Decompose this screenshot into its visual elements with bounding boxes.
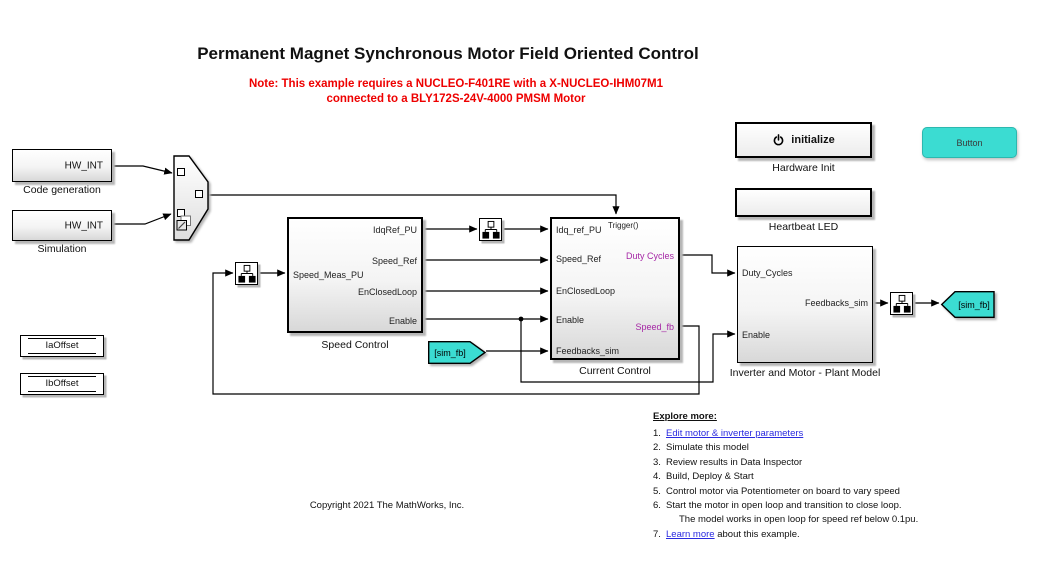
explore-item-text: The model works in open loop for speed ref below 0.1pu. <box>679 514 919 526</box>
block-heartbeat-led[interactable] <box>735 188 872 217</box>
explore-item-2 <box>653 441 998 455</box>
ui-button[interactable]: Button <box>922 127 1017 158</box>
wire-junction-dot <box>519 317 524 322</box>
explore-item-text: about this example. <box>714 528 800 540</box>
from-tag-sim-fb[interactable] <box>428 341 488 365</box>
simulation-caption: Simulation <box>37 243 87 255</box>
port-label-enclosedloop-in: EnClosedLoop <box>556 286 616 296</box>
explore-item-6 <box>653 499 998 513</box>
port-label-duty-cycles-in: Duty_Cycles <box>742 268 793 278</box>
trigger-port-label: Trigger() <box>608 221 639 230</box>
rate-transition-1[interactable] <box>235 262 258 285</box>
heartbeat-led-caption: Heartbeat LED <box>768 221 839 233</box>
plant-model-caption: Inverter and Motor - Plant Model <box>729 367 881 379</box>
goto-tag-label: [sim_fb] <box>958 300 990 310</box>
port-label-enable-in: Enable <box>556 315 585 325</box>
note-line-2: connected to a BLY172S-24V-4000 PMSM Motor <box>326 93 586 105</box>
port-label-enable-out: Enable <box>388 316 417 326</box>
explore-item-5 <box>653 485 998 499</box>
block-code-generation[interactable] <box>12 149 112 182</box>
ia-offset-label: IaOffset <box>45 340 79 351</box>
rate-transition-icon <box>237 264 257 284</box>
port-label-idq-ref-pu: Idq_ref_PU <box>556 225 602 235</box>
explore-item-number: 5. <box>653 485 661 497</box>
port-label-speed-ref-in: Speed_Ref <box>556 254 602 264</box>
current-control-caption: Current Control <box>579 365 651 377</box>
variant-outport <box>196 191 203 198</box>
explore-item-number: 2. <box>653 442 661 454</box>
code-generation-caption: Code generation <box>23 184 101 196</box>
ib-offset-label: IbOffset <box>45 378 79 389</box>
port-label-feedbacks-sim-out: Feedbacks_sim <box>804 298 868 308</box>
block-speed-control[interactable] <box>287 217 423 333</box>
goto-tag-sim-fb[interactable] <box>941 291 997 319</box>
explore-item-text: Review results in Data Inspector <box>666 456 803 468</box>
copyright-text: Copyright 2021 The MathWorks, Inc. <box>309 500 465 511</box>
rate-transition-icon <box>892 294 912 314</box>
from-tag-label: [sim_fb] <box>434 348 466 358</box>
code-generation-label: HW_INT <box>64 160 103 171</box>
model-title: Permanent Magnet Synchronous Motor Field Oriented Control <box>197 44 699 63</box>
explore-item-4 <box>653 470 998 484</box>
explore-item-link[interactable]: Learn more <box>666 528 715 540</box>
explore-item-1 <box>653 427 998 441</box>
note-line-1: Note: This example requires a NUCLEO-F401RE with a X-NUCLEO-IHM07M1 <box>248 78 664 90</box>
port-label-duty-cycles-out: Duty Cycles <box>625 251 674 261</box>
hardware-init-label: initialize <box>791 134 835 146</box>
rate-transition-3[interactable] <box>890 292 913 315</box>
explore-item-number: 7. <box>653 528 661 540</box>
explore-item-7 <box>666 513 998 527</box>
hardware-init-caption: Hardware Init <box>772 162 835 174</box>
explore-item-text: Control motor via Potentiometer on board to vary speed <box>666 485 900 497</box>
model-note <box>0 77 912 107</box>
block-simulation[interactable] <box>12 210 112 241</box>
port-label-speed-fb-out: Speed_fb <box>635 322 674 332</box>
explore-item-number: 3. <box>653 456 661 468</box>
simulation-label: HW_INT <box>64 220 103 231</box>
explore-more-section <box>653 410 998 542</box>
explore-item-text: Start the motor in open loop and transition to close loop. <box>666 500 902 512</box>
explore-item-number: 1. <box>653 428 661 439</box>
power-icon <box>772 134 785 147</box>
port-label-feedbacks-sim-in: Feedbacks_sim <box>556 346 620 356</box>
variant-inport-1 <box>178 169 185 176</box>
port-label-speed-ref-out: Speed_Ref <box>371 256 417 266</box>
explore-item-8 <box>653 528 998 542</box>
explore-item-text: Simulate this model <box>666 442 749 454</box>
rate-transition-icon <box>481 220 501 240</box>
data-store-ib-offset[interactable] <box>20 373 104 395</box>
port-label-plant-enable-in: Enable <box>742 330 771 340</box>
block-current-control[interactable] <box>550 217 680 360</box>
explore-item-link[interactable]: Edit motor & inverter parameters <box>666 428 804 439</box>
port-label-speed-meas-pu: Speed_Meas_PU <box>293 270 364 280</box>
variant-source-block[interactable] <box>173 154 213 246</box>
explore-item-number: 4. <box>653 471 661 483</box>
explore-item-text: Build, Deploy & Start <box>666 471 754 483</box>
data-store-ia-offset[interactable] <box>20 335 104 357</box>
explore-more-heading: Explore more: <box>653 411 717 422</box>
variant-inport-2 <box>178 210 185 217</box>
explore-item-3 <box>653 456 998 470</box>
port-label-enclosedloop-out: EnClosedLoop <box>357 287 417 297</box>
block-plant-model[interactable] <box>737 246 873 363</box>
port-label-idqref-pu: IdqRef_PU <box>372 225 417 235</box>
rate-transition-2[interactable] <box>479 218 502 241</box>
explore-item-number: 6. <box>653 500 661 512</box>
speed-control-caption: Speed Control <box>321 339 389 351</box>
explore-list <box>653 427 998 542</box>
block-hardware-init[interactable] <box>735 122 872 158</box>
